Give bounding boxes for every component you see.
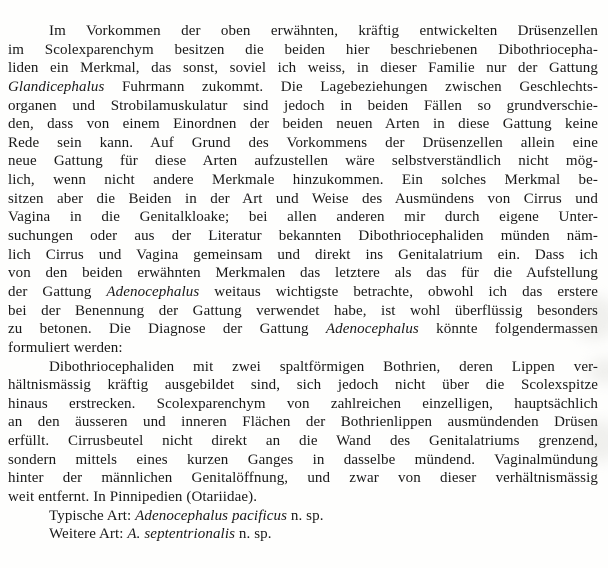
text-line <box>8 171 598 190</box>
text-run: hältnismässig kräftig ausgebildet sind, sich jedoch nicht über die Scolexspitze <box>8 377 598 394</box>
text-run: weitaus wichtigste betrachte, obwohl ich das erstere <box>199 283 598 300</box>
text-run: weit entfernt. In Pinnipedien (Otariidae). <box>8 489 258 506</box>
text-line <box>8 41 598 60</box>
text-run: hinaus erstrecken. Scolexparenchym von zahlreichen einzelligen, hauptsächlich <box>8 395 598 412</box>
text-run: von den beiden erwähnten Merkmalen das letztere als das für die Aufstellung <box>8 265 598 282</box>
text-line <box>8 115 598 134</box>
text-run: n. sp. <box>235 526 272 543</box>
text-line <box>8 413 598 432</box>
taxon-name: Adenocephalus <box>106 283 200 300</box>
text-line <box>8 22 598 41</box>
text-run: Typische Art: <box>49 507 136 524</box>
text-line <box>8 320 598 339</box>
text-line <box>8 507 598 526</box>
text-line <box>8 376 598 395</box>
text-line <box>8 134 598 153</box>
text-run: Im Vorkommen der oben erwähnten, kräftig entwickelten Drüsenzellen <box>49 23 598 39</box>
text-line <box>8 339 598 358</box>
text-run: lich Cirrus und Vagina gemeinsam und direkt ins Genitalatrium ein. Dass ich <box>8 246 598 263</box>
taxon-name: Glandicephalus <box>8 78 105 95</box>
text-run: erfüllt. Cirrusbeutel nicht direkt an die Wand des Genitalatriums grenzend, <box>8 433 598 450</box>
text-line <box>8 451 598 470</box>
text-run: Fuhrmann zukommt. Die Lagebeziehungen zwischen Geschlechts- <box>104 78 598 95</box>
text-run: im Scolexparenchym besitzen die beiden hier beschriebenen Dibothriocepha- <box>8 41 598 58</box>
text-line <box>8 78 598 97</box>
text-run: der Gattung <box>8 283 107 300</box>
text-run: neue Gattung für diese Arten aufzustellen wäre selbstverständlich nicht mög- <box>8 153 598 170</box>
text-line <box>8 264 598 283</box>
text-run: an den äusseren und inneren Flächen der Bothrienlippen ausmündenden Drüsen <box>8 414 598 431</box>
document-text <box>8 22 598 544</box>
text-line <box>8 302 598 321</box>
taxon-name: Adenocephalus pacificus <box>135 507 288 524</box>
text-line <box>8 469 598 488</box>
text-run: Rede sein kann. Auf Grund des Vorkommens der Drüsenzellen allein eine <box>8 134 598 151</box>
text-run: sitzen aber die Beiden in der Art und Weise des Ausmündens von Cirrus und <box>8 190 598 207</box>
text-line <box>8 432 598 451</box>
text-line <box>8 525 598 544</box>
text-line <box>8 227 598 246</box>
text-line <box>8 488 598 507</box>
text-run: lich, wenn nicht andere Merkmale hinzukommen. Ein solches Merkmal be- <box>8 172 598 189</box>
text-line <box>8 283 598 302</box>
text-run: zu betonen. Die Diagnose der Gattung <box>8 321 326 338</box>
text-run: bei der Benennung der Gattung verwendet habe, ist wohl überflüssig besonders <box>8 302 598 319</box>
text-run: Weitere Art: <box>49 526 128 543</box>
text-run: den, dass von einem Einordnen der beiden neuen Arten in diese Gattung keine <box>8 116 598 133</box>
text-run: suchungen oder aus der Literatur bekannten Dibothriocephaliden münden näm- <box>8 228 598 245</box>
text-line <box>8 190 598 209</box>
taxon-name: A. septentrionalis <box>127 526 236 543</box>
text-run: könnte folgendermassen <box>418 321 598 338</box>
text-run: hinter der männlichen Genitalöffnung, und zwar von dieser verhältnismässig <box>8 470 598 487</box>
text-line <box>8 358 598 377</box>
text-line <box>8 246 598 265</box>
text-run: formuliert werden: <box>8 339 123 356</box>
text-run: Dibothriocephaliden mit zwei spaltförmigen Bothrien, deren Lippen ver- <box>49 358 598 375</box>
text-line <box>8 97 598 116</box>
text-line <box>8 208 598 227</box>
taxon-name: Adenocephalus <box>325 321 419 338</box>
text-run: Vagina in die Genitalkloake; bei allen anderen mir durch eigene Unter- <box>8 209 598 226</box>
text-line <box>8 395 598 414</box>
text-line <box>8 59 598 78</box>
text-run: organen und Strobilamuskulatur sind jedoch in beiden Fällen so grundverschie- <box>8 97 598 114</box>
text-run: liden ein Merkmal, das sonst, soviel ich weiss, in dieser Familie nur der Gattung <box>8 60 598 77</box>
text-run: sondern mittels eines kurzen Ganges in dasselbe mündend. Vaginalmündung <box>8 451 598 468</box>
text-line <box>8 152 598 171</box>
text-run: n. sp. <box>287 507 324 524</box>
